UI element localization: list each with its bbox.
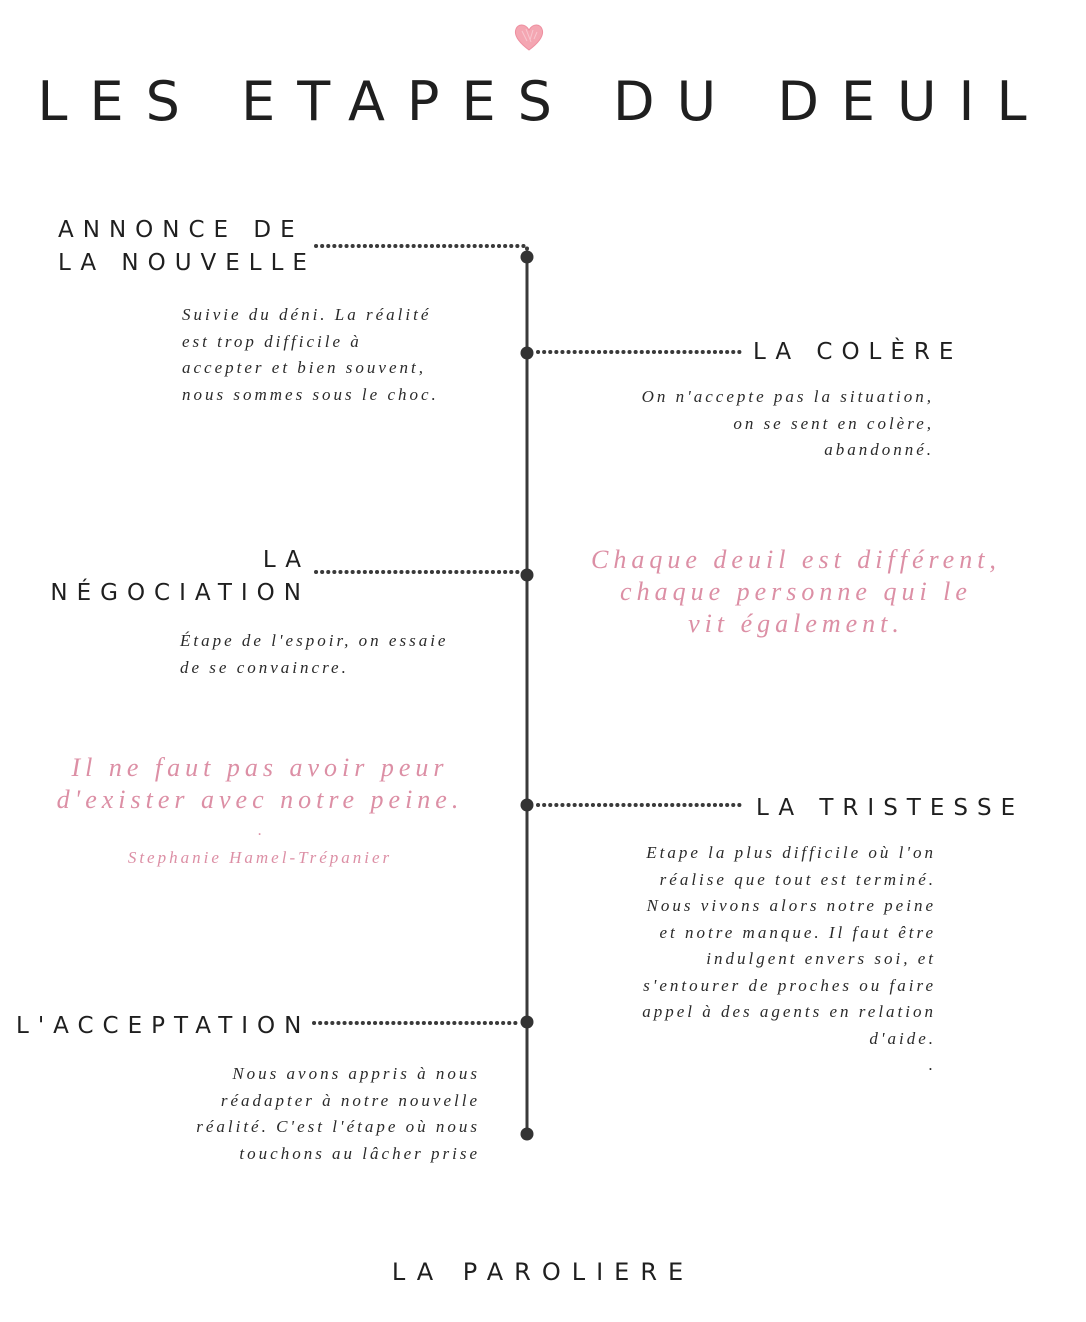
- node-acceptation: [521, 1016, 534, 1029]
- text-line: réalité. C'est l'étape où nous: [196, 1117, 480, 1136]
- quote-left: [30, 752, 490, 816]
- stage-annonce-heading-line2: LA NOUVELLE: [58, 250, 316, 276]
- stage-annonce-heading-line1: ANNONCE DE: [58, 217, 304, 243]
- stage-tristesse-text: [600, 840, 936, 1079]
- quote-line: vit également.: [688, 609, 904, 638]
- text-line: Étape de l'espoir, on essaie: [180, 631, 449, 650]
- text-line: on se sent en colère,: [733, 413, 934, 433]
- quote-line: Il ne faut pas avoir peur: [71, 753, 449, 782]
- stage-negociation-heading-line1: LA: [262, 547, 310, 573]
- text-line: Nous vivons alors notre peine: [646, 896, 936, 915]
- stage-negociation-heading: [20, 544, 310, 610]
- node-colere: [521, 347, 534, 360]
- stage-acceptation-heading: L'ACCEPTATION: [16, 1013, 311, 1039]
- footer-brand: LA PAROLIERE: [391, 1258, 695, 1286]
- stage-annonce-text: [182, 302, 482, 408]
- text-line: touchons au lâcher prise: [239, 1143, 480, 1163]
- text-line: Suivie du déni. La réalité: [182, 305, 432, 324]
- stage-tristesse-heading: LA TRISTESSE: [756, 795, 1025, 821]
- text-line: appel à des agents en relation: [642, 1002, 936, 1021]
- stage-negociation-heading-line2: NÉGOCIATION: [50, 580, 310, 606]
- node-annonce: [521, 251, 534, 264]
- text-line: réalise que tout est terminé.: [659, 869, 936, 889]
- text-line: On n'accepte pas la situation,: [641, 387, 934, 406]
- text-line: Etape la plus difficile où l'on: [646, 843, 936, 862]
- node-tristesse: [521, 799, 534, 812]
- text-line: est trop difficile à: [182, 331, 362, 351]
- quote-line: Chaque deuil est différent,: [591, 545, 1001, 574]
- text-line: de se convaincre.: [180, 657, 349, 677]
- node-negociation: [521, 569, 534, 582]
- stage-negociation-text: [180, 628, 500, 681]
- quote-author: Stephanie Hamel-Trépanier: [127, 848, 393, 867]
- stage-acceptation-text: [150, 1061, 480, 1167]
- quote-line: d'exister avec notre peine.: [56, 785, 464, 814]
- text-line: d'aide.: [869, 1028, 936, 1048]
- text-line: réadapter à notre nouvelle: [220, 1090, 480, 1110]
- connector-annonce: [316, 246, 527, 257]
- text-line: et notre manque. Il faut être: [659, 922, 936, 942]
- node-end: [521, 1128, 534, 1141]
- text-line: s'entourer de proches ou faire: [643, 975, 936, 995]
- text-line: .: [928, 1055, 936, 1074]
- quote-line: chaque personne qui le: [620, 577, 972, 606]
- text-line: nous sommes sous le choc.: [182, 384, 439, 404]
- text-line: abandonné.: [824, 440, 934, 459]
- text-line: accepter et bien souvent,: [182, 358, 426, 377]
- page-title: LES ETAPES DU DEUIL: [37, 70, 1049, 133]
- text-line: Nous avons appris à nous: [232, 1064, 480, 1083]
- stage-colere-heading: LA COLÈRE: [753, 339, 963, 365]
- stage-annonce-heading: [58, 214, 316, 280]
- stage-colere-text: [590, 384, 934, 464]
- quote-left-dot: .: [258, 822, 262, 839]
- text-line: indulgent envers soi, et: [706, 949, 936, 968]
- quote-right: [566, 544, 1026, 640]
